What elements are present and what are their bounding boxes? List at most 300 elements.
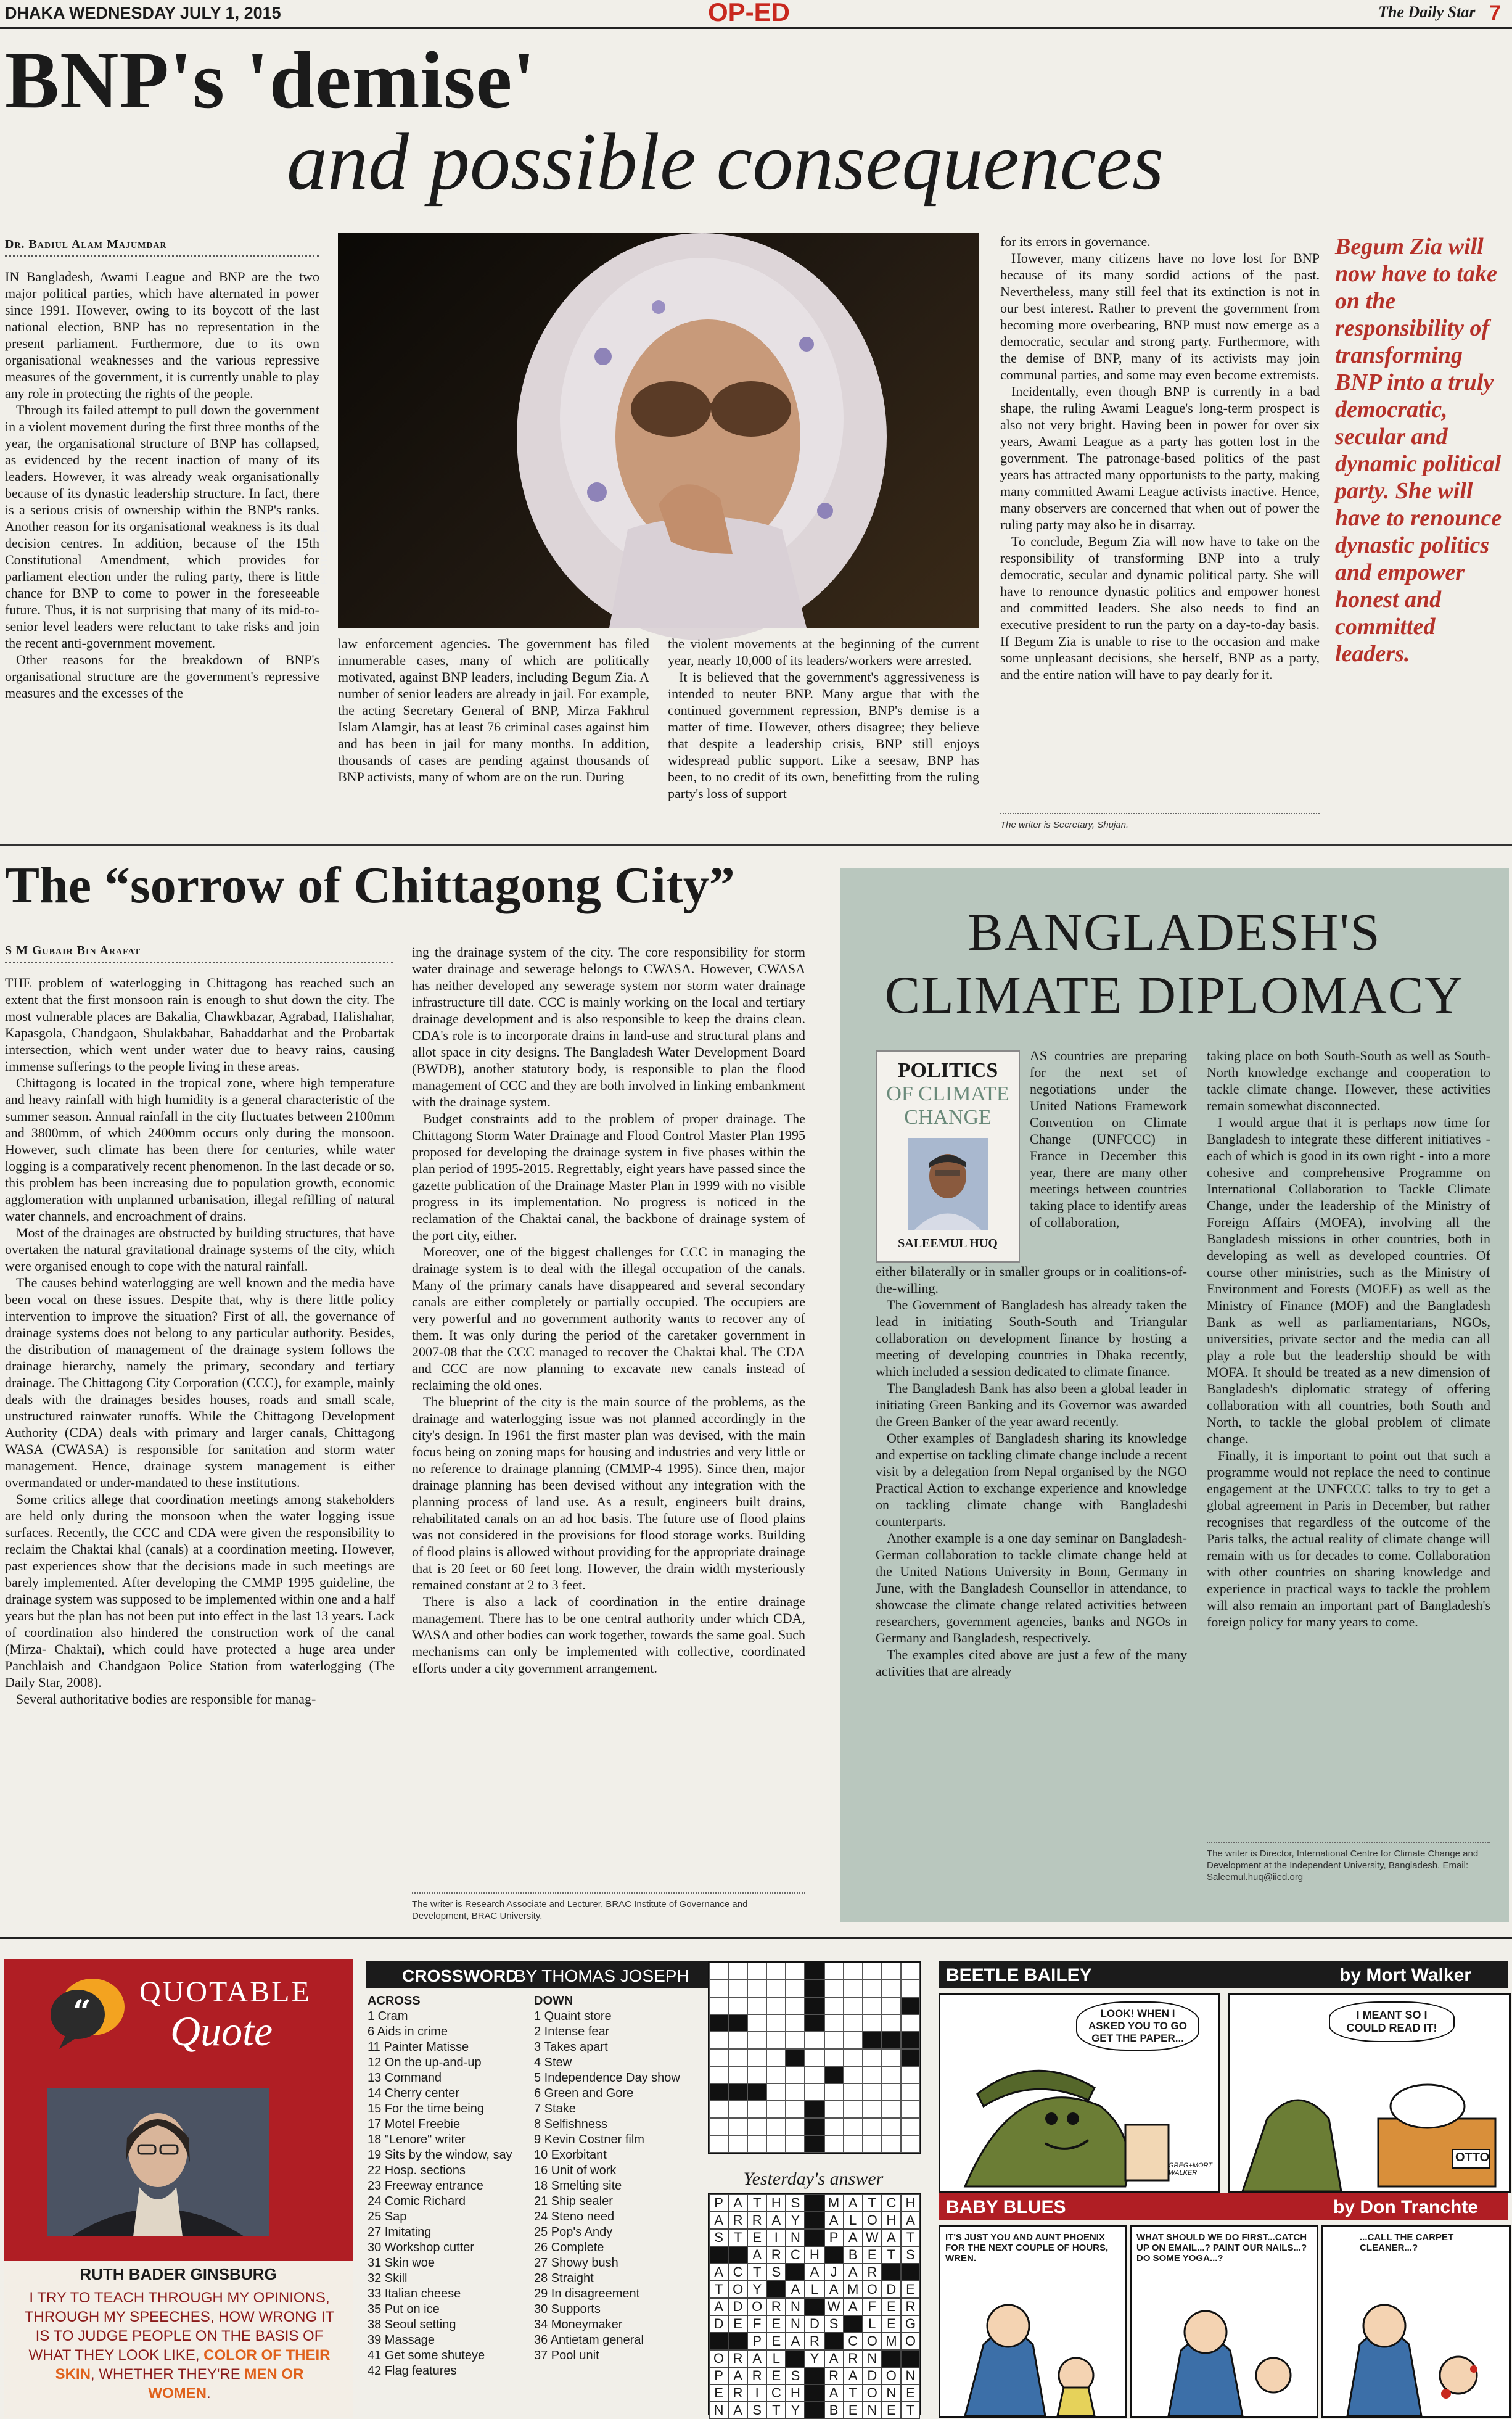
article2-footnote: The writer is Research Associate and Lecturer, BRAC Institute of Governance and Development, BRAC University.: [412, 1892, 805, 1922]
crossword-cell[interactable]: [728, 1997, 747, 2014]
portrait-illustration: [338, 233, 979, 628]
across-clue: 35 Put on ice: [368, 2302, 440, 2316]
crossword-cell[interactable]: [728, 1963, 747, 1980]
answer-cell: [728, 2246, 747, 2264]
answer-cell: A: [824, 2212, 844, 2229]
crossword-cell[interactable]: [844, 1980, 863, 1997]
crossword-cell: [709, 2014, 728, 2032]
down-clue: 1 Quaint store: [534, 2009, 612, 2023]
photo-credit: PHOTO: AFP: [319, 525, 330, 585]
article1-title-line2: and possible consequences: [287, 116, 1164, 207]
across-clue: 23 Freeway entrance: [368, 2179, 483, 2193]
answer-cell: N: [786, 2298, 805, 2315]
crossword-cell[interactable]: [709, 1980, 728, 1997]
answer-cell: I: [747, 2384, 766, 2402]
crossword-cell[interactable]: [747, 2032, 766, 2049]
crossword-cell[interactable]: [824, 2083, 844, 2101]
answer-cell: G: [901, 2315, 920, 2333]
answer-cell: P: [709, 2367, 728, 2384]
crossword-cell[interactable]: [709, 2118, 728, 2135]
paper-name: The Daily Star: [1378, 3, 1476, 21]
answer-cell: [882, 2350, 901, 2367]
down-clue: 8 Selfishness: [534, 2117, 607, 2131]
answer-cell: [805, 2367, 824, 2384]
crossword-cell: [824, 2066, 844, 2083]
answer-cell: T: [747, 2194, 766, 2212]
beetle-panel-2: [1228, 1993, 1511, 2193]
crossword-cell[interactable]: [824, 1997, 844, 2014]
answer-cell: C: [844, 2333, 863, 2350]
crossword-cell[interactable]: [766, 2014, 786, 2032]
article3-col2: [1207, 1047, 1490, 1812]
answer-cell: T: [901, 2402, 920, 2419]
answer-cell: A: [882, 2229, 901, 2246]
crossword-cell[interactable]: [747, 2014, 766, 2032]
answer-cell: P: [709, 2194, 728, 2212]
messy-baby-cartoon: [1323, 2277, 1509, 2416]
crossword-cell[interactable]: [805, 2066, 824, 2083]
answer-cell: N: [863, 2402, 882, 2419]
quote-person-photo: [47, 2088, 269, 2236]
column-logo-box: [876, 1050, 1020, 1263]
answer-cell: R: [805, 2333, 824, 2350]
crossword-cell[interactable]: [844, 2032, 863, 2049]
across-clue: 13 Command: [368, 2071, 442, 2085]
answer-cell: R: [901, 2298, 920, 2315]
crossword-cell[interactable]: [766, 1963, 786, 1980]
quote-text-panel: [4, 2261, 353, 2418]
across-clue: 42 Flag features: [368, 2364, 457, 2378]
down-clue: 30 Supports: [534, 2302, 601, 2316]
beetle-bailey-author: by Mort Walker: [1339, 1965, 1471, 1985]
answer-cell: N: [882, 2384, 901, 2402]
crossword-cell[interactable]: [786, 2083, 805, 2101]
crossword-cell[interactable]: [709, 1963, 728, 1980]
quote-text-d: MEN OR WOMEN: [148, 2366, 304, 2402]
answer-cell: A: [844, 2298, 863, 2315]
answer-cell: L: [766, 2350, 786, 2367]
svg-text:“: “: [73, 1993, 91, 2031]
across-clue: 6 Aids in crime: [368, 2025, 448, 2038]
crossword-cell[interactable]: [766, 1997, 786, 2014]
crossword-cell[interactable]: [747, 2118, 766, 2135]
answer-cell: S: [766, 2264, 786, 2281]
crossword-cell[interactable]: [786, 2066, 805, 2083]
answer-cell: O: [863, 2212, 882, 2229]
crossword-cell[interactable]: [882, 2101, 901, 2118]
answer-cell: R: [824, 2367, 844, 2384]
answer-cell: R: [863, 2264, 882, 2281]
answer-cell: A: [824, 2384, 844, 2402]
answer-cell: [805, 2229, 824, 2246]
crossword-cell[interactable]: [786, 2118, 805, 2135]
answer-cell: P: [824, 2229, 844, 2246]
crossword-cell[interactable]: [824, 2101, 844, 2118]
answer-cell: O: [863, 2384, 882, 2402]
article1-p9: Incidentally, even though BNP is currently in a bad shape, the ruling Awami League's long-term prospect is also not very bright. Having been in power for over six years, Awami League as a party has gotten lost in the government. The patronage-based politics of the past years has attracted many opportunists to the party, making many committed Awami League activists inactive. Hence, many observers are concerned that when out of power the ruling party may also be in disarray.: [1000, 384, 1320, 532]
answer-cell: H: [786, 2384, 805, 2402]
crossword-cell[interactable]: [709, 1997, 728, 2014]
answer-cell: D: [882, 2281, 901, 2298]
beetle-bubble-1: LOOK! WHEN I ASKED YOU TO GO GET THE PAPER...: [1076, 2001, 1199, 2051]
down-clue: 21 Ship sealer: [534, 2194, 613, 2208]
crossword-cell[interactable]: [863, 2014, 882, 2032]
article1-col4: [1000, 233, 1320, 810]
crossword-cell[interactable]: [824, 2135, 844, 2153]
answer-cell: E: [747, 2229, 766, 2246]
article2-p8: Budget constraints add to the problem of proper drainage. The Chittagong Storm Water Drainage and Flood Control Master Plan 1995 proposed for developing the drainage system in five phases within the plan period of 1995-2015. Regrettably, eight years have passed since the gazette publication of the Drainage Master Plan in 1999 with no visible progress in its implementation. No progress is noticed in the reclamation of the Chaktai canal, the backbone of drainage system of the port city, either.: [412, 1111, 805, 1243]
answer-cell: E: [901, 2384, 920, 2402]
crossword-cell[interactable]: [824, 2118, 844, 2135]
answer-cell: [805, 2384, 824, 2402]
article1-p7: for its errors in governance.: [1000, 234, 1151, 249]
crossword-cell[interactable]: [824, 1980, 844, 1997]
answer-cell: Y: [786, 2402, 805, 2419]
crossword-cell[interactable]: [882, 2083, 901, 2101]
crossword-cell[interactable]: [728, 2101, 747, 2118]
crossword-cell[interactable]: [863, 1963, 882, 1980]
crossword-cell[interactable]: [747, 2135, 766, 2153]
article2-p9: Moreover, one of the biggest challenges for CCC in managing the drainage system is to deal with the illegal occupation of the canals. Many of the primary canals have disappeared and several secondary canals are either completely or partially occupied. The occupiers are very powerful and no government authority wants to recover any of them. It was only during the period of the caretaker government in 2007-08 that the CCC managed to recover the Chaktai khal. The CDA and CCC are now planning to excavate new canals instead of reclaiming the old ones.: [412, 1244, 805, 1393]
answer-cell: O: [728, 2281, 747, 2298]
down-clue: 37 Pool unit: [534, 2349, 599, 2362]
answer-cell: [824, 2246, 844, 2264]
crossword-cell[interactable]: [766, 2118, 786, 2135]
article1-p10: To conclude, Begum Zia will now have to take on the responsibility of transforming BNP into a truly democratic, secular and dynamic political party. She will have to renounce dynastic politics and empower honest and committed leaders. She also needs to find an executive president to run the party on a day-to-day basis. If Begum Zia is unable to rise to the occasion and make some unpleasant decisions, she herself, BNP as a party, and the entire nation will have to pay dearly for it.: [1000, 534, 1320, 682]
answer-cell: T: [766, 2402, 786, 2419]
answer-cell: R: [747, 2212, 766, 2229]
answer-cell: A: [805, 2264, 824, 2281]
crossword-cell[interactable]: [728, 2135, 747, 2153]
answer-cell: [805, 2298, 824, 2315]
crossword-cell[interactable]: [844, 2014, 863, 2032]
crossword-cell[interactable]: [863, 1997, 882, 2014]
crossword-cell[interactable]: [747, 1963, 766, 1980]
answer-cell: O: [863, 2281, 882, 2298]
crossword-cell[interactable]: [882, 1997, 901, 2014]
crossword-cell[interactable]: [709, 2066, 728, 2083]
crossword-cell[interactable]: [901, 2066, 920, 2083]
answer-cell: A: [786, 2333, 805, 2350]
across-clue: 22 Hosp. sections: [368, 2164, 466, 2177]
answer-cell: L: [844, 2212, 863, 2229]
article1-p4: law enforcement agencies. The government has filed innumerable cases, many of which are politically motivated, against BNP leaders, including Begum Zia. A number of senior leaders are already in jail. For example, the acting Secretary General of BNP, Mirza Fakhrul Islam Alamgir, has at least 76 criminal cases against him and has been in jail for many months. In addition, thousands of cases are pending against thousands of BNP activists, many of whom are on the run. During: [338, 636, 649, 785]
quote-head2: Quote: [170, 2008, 273, 2054]
article2-col2: [412, 944, 805, 1887]
climate-box: [840, 868, 1509, 1922]
article3-intro: [1030, 1047, 1187, 1260]
page-number: 7: [1489, 1, 1501, 25]
crossword-cell[interactable]: [863, 2083, 882, 2101]
answer-cell: T: [882, 2246, 901, 2264]
crossword-cell[interactable]: [901, 2101, 920, 2118]
crossword-cell[interactable]: [786, 2014, 805, 2032]
crossword-cell[interactable]: [882, 1980, 901, 1997]
answer-cell: [786, 2264, 805, 2281]
crossword-cell[interactable]: [901, 2014, 920, 2032]
quote-text-a: I TRY TO TEACH THROUGH MY OPINIONS, THROUGH MY SPEECHES, HOW WRONG IT IS TO JUDGE PEOPLE ON THE BASIS OF WHAT THEY LOOK LIKE,: [24, 2289, 335, 2363]
crossword-cell[interactable]: [824, 1963, 844, 1980]
answer-cell: A: [709, 2298, 728, 2315]
crossword-cell[interactable]: [844, 2135, 863, 2153]
answer-cell: A: [747, 2350, 766, 2367]
article3-title-line1: BANGLADESH'S: [968, 902, 1381, 962]
answer-cell: E: [882, 2315, 901, 2333]
across-label: ACROSS: [368, 1994, 421, 2008]
answer-cell: A: [844, 2229, 863, 2246]
crossword-cell[interactable]: [882, 2049, 901, 2066]
answer-cell: A: [824, 2350, 844, 2367]
crossword-cell[interactable]: [747, 2101, 766, 2118]
crossword-cell[interactable]: [747, 2049, 766, 2066]
article3-title-line2: CLIMATE DIPLOMACY: [884, 965, 1465, 1024]
doghouse-label: OTTO: [1455, 2151, 1490, 2164]
yesterday-answer-label: Yesterday's answer: [743, 2169, 884, 2189]
crossword-cell[interactable]: [766, 2083, 786, 2101]
crossword-cell: [805, 1997, 824, 2014]
crossword-cell[interactable]: [786, 1963, 805, 1980]
baby-blues-title: BABY BLUES: [946, 2197, 1066, 2217]
beetle-bailey-strip: [939, 1961, 1508, 2191]
answer-cell: O: [709, 2350, 728, 2367]
crossword-cell[interactable]: [766, 2066, 786, 2083]
crossword-cell[interactable]: [844, 2101, 863, 2118]
crossword-cell[interactable]: [882, 2014, 901, 2032]
down-clue: 10 Exorbitant: [534, 2148, 607, 2162]
article3-p8: taking place on both South-South as well as South-North knowledge exchange and cooperation to tackle climate change. However, these activities remain somewhat disconnected.: [1207, 1048, 1490, 1113]
column-logo-line3: CHANGE: [904, 1106, 992, 1129]
answer-cell: E: [863, 2246, 882, 2264]
crossword-cell[interactable]: [747, 1980, 766, 1997]
answer-cell: A: [901, 2212, 920, 2229]
crossword-cell[interactable]: [747, 2066, 766, 2083]
ginsburg-portrait-illustration: [47, 2088, 269, 2236]
answer-cell: T: [709, 2281, 728, 2298]
baby-bubble-1: IT'S JUST YOU AND AUNT PHOENIX FOR THE NEXT COUPLE OF HOURS, WREN.: [945, 2232, 1109, 2264]
down-clue: 16 Unit of work: [534, 2164, 617, 2177]
answer-cell: [805, 2402, 824, 2419]
answer-cell: F: [863, 2298, 882, 2315]
answer-cell: S: [901, 2246, 920, 2264]
aunt-baby-cartoon: [940, 2283, 1125, 2416]
answer-cell: E: [766, 2333, 786, 2350]
crossword-cell: [901, 2049, 920, 2066]
crossword-byline: BY THOMAS JOSEPH: [514, 1966, 689, 1985]
answer-cell: A: [747, 2246, 766, 2264]
answer-cell: O: [901, 2333, 920, 2350]
crossword-cell[interactable]: [766, 2135, 786, 2153]
article3-p9: I would argue that it is perhaps now time for Bangladesh to integrate these different initiatives - each of which is good in its own right - into a more cohesive and comprehensive Programme on International Collaboration to Tackle Climate Change, under the leadership of the Ministry of Foreign Affairs (MOFA), involving all the Bangladesh missions in other countries, both in developing as well as developed countries. Of course other ministries, such as the Ministry of Environment and Forests (MOEF) as well as the Ministry of Finance (MOF) and the Bangladesh Bank as well as parliamentarians, NGOs, universities, private sector and the media can all play a role but the leadership should be with MOFA. It should be treated as a new dimension of Bangladesh's diplomatic strategy of offering collaboration with all countries, both South and North, to tackle the global problem of climate change.: [1207, 1115, 1490, 1446]
answer-cell: W: [824, 2298, 844, 2315]
divider-1: [0, 844, 1512, 846]
article3-footnote: The writer is Director, International Centre for Climate Change and Development at the Independent University, Bangladesh. Email: Saleemul.huq@iied.org: [1207, 1842, 1490, 1883]
crossword-cell[interactable]: [766, 2049, 786, 2066]
crossword-cell[interactable]: [728, 2049, 747, 2066]
answer-cell: R: [728, 2212, 747, 2229]
answer-cell: D: [863, 2367, 882, 2384]
crossword-cell[interactable]: [882, 2118, 901, 2135]
answer-cell: [901, 2350, 920, 2367]
answer-cell: F: [747, 2315, 766, 2333]
crossword-cell[interactable]: [844, 1997, 863, 2014]
beetle-bubble-2: I MEANT SO I COULD READ IT!: [1329, 2001, 1455, 2042]
answer-cell: Y: [786, 2212, 805, 2229]
answer-cell: P: [747, 2333, 766, 2350]
down-clue: 2 Intense fear: [534, 2025, 610, 2038]
answer-cell: T: [863, 2194, 882, 2212]
article1-col2: [338, 635, 649, 839]
crossword-cell[interactable]: [863, 1980, 882, 1997]
answer-cell: T: [901, 2229, 920, 2246]
answer-cell: [709, 2246, 728, 2264]
crossword-cell[interactable]: [786, 2135, 805, 2153]
crossword-cell[interactable]: [747, 1997, 766, 2014]
crossword-grid[interactable]: [708, 1961, 919, 2151]
answer-cell: H: [882, 2212, 901, 2229]
baby-blues-strip: [939, 2193, 1508, 2418]
answer-cell: O: [747, 2298, 766, 2315]
crossword-cell[interactable]: [901, 2083, 920, 2101]
answer-cell: N: [786, 2229, 805, 2246]
answer-cell: A: [786, 2281, 805, 2298]
article2-p4: The causes behind waterlogging are well known and the media have been vocal on these issues. Despite that, why is there little policy intervention to improve the situation? First of all, the governance of drainage systems does not belong to any particular authority. Besides, the distribution of management of the drainage system follows the drainage hierarchy, namely the primary, secondary and tertiary drainage. The Chittagong City Corporation (CCC), for example, mainly deals with the drainages besides houses, roads and small scale, unstructured rainwater runoffs. While the Chittagong Development Authority (CDA) deals with primary and larger canals, Chittagong WASA (CWASA) is responsible for sanitation and storm water management. Hence, drainage system management is either overmandated or under-mandated to these institutions.: [5, 1275, 395, 1490]
dog-doghouse-cartoon: [1230, 2045, 1509, 2191]
crossword-cell[interactable]: [901, 2118, 920, 2135]
answer-cell: A: [728, 2402, 747, 2419]
answer-cell: W: [863, 2229, 882, 2246]
article3-p6: Another example is a one day seminar on Bangladesh-German collaboration to tackle climate change held at the United Nations University in Bonn, Germany in June, with the Bangladesh Counsellor in attendance, to showcase the climate change related activities between researchers, government agencies, banks and NGOs in Germany and Bangladesh, respectively.: [876, 1530, 1187, 1646]
answer-cell: [844, 2315, 863, 2333]
answer-cell: N: [901, 2367, 920, 2384]
crossword-cell[interactable]: [824, 2032, 844, 2049]
crossword-cell[interactable]: [728, 2066, 747, 2083]
divider-2: [0, 1937, 1512, 1939]
crossword-cell[interactable]: [824, 2014, 844, 2032]
crossword-cell[interactable]: [805, 2049, 824, 2066]
crossword-cell: [805, 2118, 824, 2135]
crossword-cell[interactable]: [882, 1963, 901, 1980]
answer-cell: R: [844, 2350, 863, 2367]
crossword-cell[interactable]: [728, 2118, 747, 2135]
answer-cell: E: [882, 2298, 901, 2315]
article1-footnote: The writer is Secretary, Shujan.: [1000, 813, 1320, 831]
answer-cell: M: [844, 2281, 863, 2298]
crossword-cell[interactable]: [844, 2083, 863, 2101]
crossword-cell[interactable]: [844, 1963, 863, 1980]
down-clue: 18 Smelting site: [534, 2179, 622, 2193]
crossword-cell[interactable]: [824, 2049, 844, 2066]
article2-p7: ing the drainage system of the city. The core responsibility for storm water drainage and sewerage belongs to CWASA. However, CWASA has neither developed any sewerage system nor storm water drainage infrastructure till date. CCC is mainly working on the local and tertiary drainage development and is also responsible to keep the drains clean. CDA's role is to incorporate drains in land-use and structural plans and allot space in city designs. The Bangladesh Water Development Board (BWDB), another statutory body, is responsible to plan the flood management of CCC and they are both involved in linking embankment with the drainage system.: [412, 944, 805, 1110]
crossword-cell[interactable]: [728, 1980, 747, 1997]
crossword-cell[interactable]: [805, 2083, 824, 2101]
answer-cell: E: [844, 2402, 863, 2419]
crossword-cell[interactable]: [728, 2032, 747, 2049]
crossword-cell[interactable]: [844, 2118, 863, 2135]
crossword-cell[interactable]: [766, 2101, 786, 2118]
answer-cell: R: [728, 2384, 747, 2402]
speech-bubble-icon: [48, 1971, 128, 2051]
quote-text-c: , WHETHER THEY'RE: [90, 2366, 245, 2383]
crossword-cell[interactable]: [901, 1980, 920, 1997]
across-clue: 12 On the up-and-up: [368, 2056, 482, 2069]
crossword-cell[interactable]: [863, 2135, 882, 2153]
crossword-cell[interactable]: [709, 2135, 728, 2153]
article1-pullquote: Begum Zia will now have to take on the responsibility of transforming BNP into a truly democratic, secular and dynamic political party. She will have to renounce dynastic politics and empower honest and committed leaders.: [1335, 234, 1502, 667]
across-clue: 19 Sits by the window, say: [368, 2148, 512, 2162]
answer-cell: T: [728, 2229, 747, 2246]
article1-col1: [5, 268, 319, 836]
crossword-cell[interactable]: [863, 2118, 882, 2135]
across-clue: 32 Skill: [368, 2272, 408, 2285]
crossword-cell[interactable]: [766, 2032, 786, 2049]
answer-cell: H: [805, 2246, 824, 2264]
crossword-cell[interactable]: [863, 2101, 882, 2118]
down-clue: 7 Stake: [534, 2102, 576, 2116]
answer-cell: D: [709, 2315, 728, 2333]
crossword-cell: [805, 2101, 824, 2118]
crossword-cell[interactable]: [844, 2066, 863, 2083]
answer-cell: B: [844, 2246, 863, 2264]
crossword-cell[interactable]: [844, 2049, 863, 2066]
crossword-cell[interactable]: [786, 1997, 805, 2014]
answer-cell: C: [882, 2194, 901, 2212]
article1-p2: Through its failed attempt to pull down the government in a violent movement during the first three months of the year, the organisational structure of BNP has collapsed, as evidenced by the recent inaction of many of its leaders. However, it was already weak organisationally because of its dynastic leadership structure. In fact, there is a serious crisis of ownership within the BNP's ranks. Another reason for its organisational weakness is its dual decision centres. In addition, because of the 15th Constitutional Amendment, which provides for parliament election under the ruling party, there is little chance for BNP to come to power in the foreseeable future. Thus, it is not surprising that many of its mid-to-senior level leaders were reluctant to take risks and join the recent anti-government movement.: [5, 402, 319, 651]
crossword-cell[interactable]: [786, 2032, 805, 2049]
crossword-cell[interactable]: [709, 2032, 728, 2049]
article1-p8: However, many citizens have no love lost for BNP because of its many sordid actions of the past. Nevertheless, many still feel that its extinction is not in our best interest. Rather to prevent the government from becoming more overbearing, BNP must now emerge as a democratic, secular and strong party. Furthermore, with the demise of BNP, many of its activists may join communal parties, and some may even become extremists.: [1000, 250, 1320, 382]
answer-cell: C: [786, 2246, 805, 2264]
article2-title: The “sorrow of Chittagong City”: [5, 857, 735, 914]
across-clue: 39 Massage: [368, 2333, 435, 2347]
down-clue: 5 Independence Day show: [534, 2071, 680, 2085]
author-caption: SALEEMUL HUQ: [898, 1237, 998, 1250]
aunt-baby-cartoon-2: [1132, 2289, 1317, 2416]
across-clue: 38 Seoul setting: [368, 2318, 456, 2331]
crossword-cell[interactable]: [709, 2049, 728, 2066]
crossword-cell[interactable]: [901, 2135, 920, 2153]
answer-cell: E: [766, 2367, 786, 2384]
down-clue: 36 Antietam general: [534, 2333, 644, 2347]
crossword-cell[interactable]: [863, 2066, 882, 2083]
crossword-cell[interactable]: [709, 2101, 728, 2118]
crossword-cell[interactable]: [786, 2101, 805, 2118]
crossword-cell[interactable]: [805, 2032, 824, 2049]
answer-cell: Y: [747, 2281, 766, 2298]
quote-person-name: RUTH BADER GINSBURG: [80, 2265, 277, 2283]
crossword-cell[interactable]: [786, 1980, 805, 1997]
answer-cell: T: [844, 2384, 863, 2402]
crossword-cell[interactable]: [766, 1980, 786, 1997]
answer-cell: S: [747, 2402, 766, 2419]
article2-p6: Several authoritative bodies are responsible for manag-: [16, 1691, 316, 1707]
across-clue: 11 Painter Matisse: [368, 2040, 469, 2054]
answer-cell: [901, 2264, 920, 2281]
crossword-cell[interactable]: [901, 1963, 920, 1980]
crossword-cell: [863, 2032, 882, 2049]
crossword-cell[interactable]: [863, 2049, 882, 2066]
answer-cell: [709, 2333, 728, 2350]
article2-p1: THE problem of waterlogging in Chittagong has reached such an extent that the first monsoon rain is enough to shut down the city. The most vulnerable places are Bakalia, Chawkbazar, Agrabad, Halishahar, Kapasgola, Chandgaon, Shulakbahar, Bahaddarhat and the Probartak intersection, which went under water due to heavy rains, causing immense sufferings to the people living in these areas.: [5, 975, 395, 1074]
article3-p4: The Bangladesh Bank has also been a global leader in initiating Green Banking and its Governor was awarded the Green Banker of the year award recently.: [876, 1380, 1187, 1429]
crossword-cell[interactable]: [882, 2066, 901, 2083]
answer-cell: N: [709, 2402, 728, 2419]
crossword-cell[interactable]: [882, 2135, 901, 2153]
down-clue: 4 Stew: [534, 2056, 572, 2069]
across-clue: 15 For the time being: [368, 2102, 484, 2116]
across-clue: 27 Imitating: [368, 2225, 432, 2239]
crossword-cell: [805, 2135, 824, 2153]
article1-p6: It is believed that the government's aggressiveness is intended to neuter BNP. Many argue that with the continued government repression, BNP's demise is a matter of time. However, others disagree; they believe that despite a leadership crisis, BNP still enjoys widespread public support. Like a seesaw, BNP has been, to no credit of its own, benefitting from the ruling party's loss of support: [668, 669, 979, 801]
